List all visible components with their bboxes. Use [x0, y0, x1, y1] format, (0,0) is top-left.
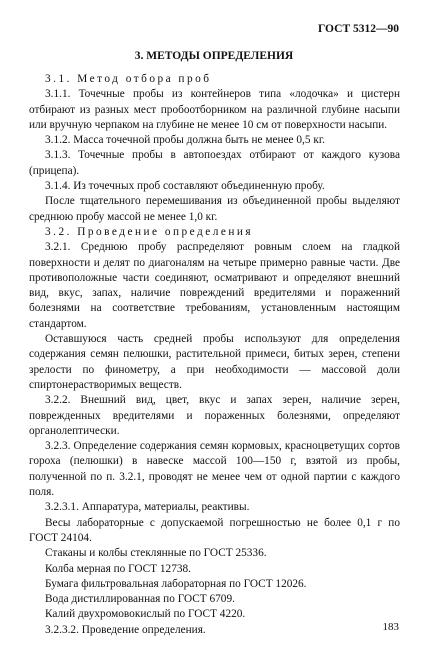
page-number: 183	[382, 621, 399, 633]
paragraph: 3.1.2. Масса точечной пробы должна быть не менее 0,5 кг.	[45, 134, 325, 147]
subsection-heading-sampling: 3.1. Метод отбора проб	[45, 73, 212, 85]
paragraph: 3.1.4. Из точечных проб составляют объединенную пробу.	[45, 180, 325, 193]
document-id: ГОСТ 5312—90	[318, 23, 399, 35]
paragraph: 3.1.3. Точечные пробы в автопоездах отбирают от каждого кузова (прицепа).	[29, 149, 400, 177]
paragraph: Колба мерная по ГОСТ 12738.	[45, 562, 191, 575]
paragraph: 3.2.3. Определение содержания семян кормовых, красноцветущих сортов гороха (пелюшки) в навеске массой 100—150 г, взятой из пробы, полученной по п. 3.2.1, проводят не менее чем от одной партии с каждого поля.	[29, 440, 400, 499]
subsection-heading-procedure: 3.2. Проведение определения	[45, 225, 254, 238]
paragraph: После тщательного перемешивания из объединенной пробы выделяют среднюю пробу массой не менее 1,0 кг.	[29, 195, 400, 223]
paragraph: 3.2.1. Среднюю пробу распределяют ровным слоем на гладкой поверхности и делят по диагоналям на четыре примерно равные части. Две противоположные части соединяют, осматривают и определяют внешний вид, вкус, запах, наличие повреждений вредителями и пораженний болезнями на соответствие требованиям, установленным настоящим стандартом.	[29, 241, 400, 330]
paragraph: 3.2.3.1. Аппаратура, материалы, реактивы.	[45, 501, 250, 514]
paragraph: 3.2.3.2. Проведение определения.	[45, 623, 206, 636]
paragraph: Весы лабораторные с допускаемой погрешностью не более 0,1 г по ГОСТ 24104.	[29, 516, 400, 544]
paragraph: Стаканы и колбы стеклянные по ГОСТ 25336.	[45, 547, 267, 560]
paragraph: Калий двухромовокислый по ГОСТ 4220.	[45, 608, 246, 621]
section-title: 3. МЕТОДЫ ОПРЕДЕЛЕНИЯ	[134, 50, 294, 62]
paragraph: Оставшуюся часть средней пробы используют для определения содержания семян пелюшки, растительной примеси, битых зерен, степени зрелости по финометру, а при необходимости — массовой доли спиртонерастворимых веществ.	[29, 333, 400, 391]
document-body	[29, 72, 400, 638]
paragraph: Бумага фильтровальная лабораторная по ГОСТ 12026.	[45, 577, 307, 590]
paragraph: 3.2.2. Внешний вид, цвет, вкус и запах зерен, наличие зерен, поврежденных вредителями и пораженных болезнями, определяют органолептически.	[29, 394, 400, 437]
paragraph: Вода дистиллированная по ГОСТ 6709.	[45, 593, 235, 606]
paragraph: 3.1.1. Точечные пробы из контейнеров типа «лодочка» и цистерн отбирают из разных мест пробоотборником на различной глубине насыпи или вручную черпаком на глубине не менее 10 см от поверхности насыпи.	[29, 88, 400, 131]
